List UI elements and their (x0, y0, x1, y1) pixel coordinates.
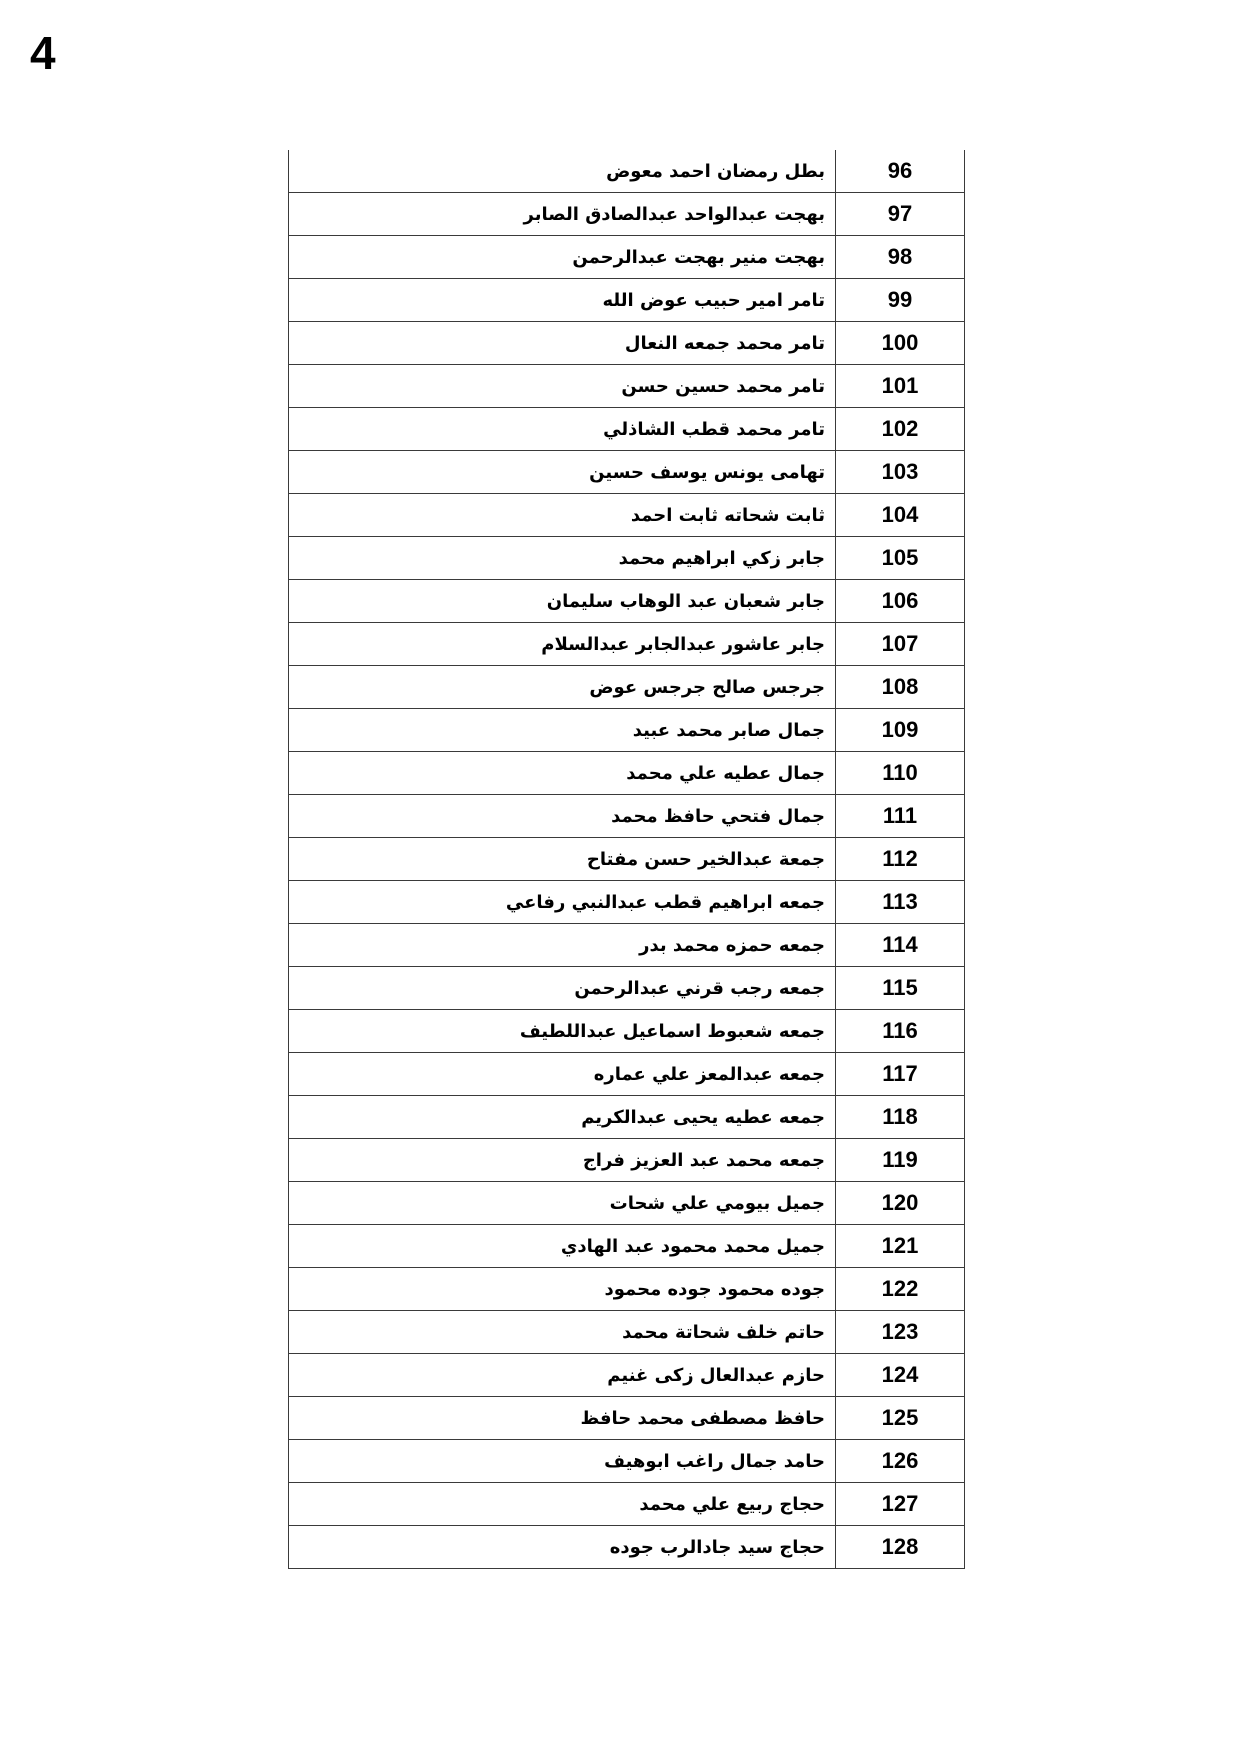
name-cell: جابر زكي ابراهيم محمد (289, 537, 836, 580)
table-row (289, 193, 965, 236)
table-row (289, 752, 965, 795)
table-row (289, 1526, 965, 1569)
number-cell: 127 (836, 1483, 965, 1526)
table-row (289, 236, 965, 279)
table-row (289, 881, 965, 924)
table-row (289, 666, 965, 709)
number-cell: 118 (836, 1096, 965, 1139)
number-cell: 124 (836, 1354, 965, 1397)
table-row (289, 494, 965, 537)
name-cell: تهامى يونس يوسف حسين (289, 451, 836, 494)
name-cell: جمال فتحي حافظ محمد (289, 795, 836, 838)
number-cell: 105 (836, 537, 965, 580)
number-cell: 111 (836, 795, 965, 838)
number-cell: 100 (836, 322, 965, 365)
name-cell: بهجت منير بهجت عبدالرحمن (289, 236, 836, 279)
number-cell: 122 (836, 1268, 965, 1311)
number-cell: 114 (836, 924, 965, 967)
name-cell: تامر امير حبيب عوض الله (289, 279, 836, 322)
name-cell: جوده محمود جوده محمود (289, 1268, 836, 1311)
name-cell: جمعه شعبوط اسماعيل عبداللطيف (289, 1010, 836, 1053)
table-row (289, 623, 965, 666)
number-cell: 116 (836, 1010, 965, 1053)
name-cell: جمال عطيه علي محمد (289, 752, 836, 795)
name-cell: جمعه حمزه محمد بدر (289, 924, 836, 967)
table-row (289, 1397, 965, 1440)
number-cell: 113 (836, 881, 965, 924)
number-cell: 125 (836, 1397, 965, 1440)
number-cell: 98 (836, 236, 965, 279)
number-cell: 108 (836, 666, 965, 709)
number-cell: 107 (836, 623, 965, 666)
table-row (289, 1096, 965, 1139)
table-row (289, 365, 965, 408)
name-cell: جمعه عبدالمعز علي عماره (289, 1053, 836, 1096)
name-cell: حامد جمال راغب ابوهيف (289, 1440, 836, 1483)
name-cell: بطل رمضان احمد معوض (289, 150, 836, 193)
number-cell: 120 (836, 1182, 965, 1225)
name-cell: حجاج سيد جادالرب جوده (289, 1526, 836, 1569)
name-cell: جميل محمد محمود عبد الهادي (289, 1225, 836, 1268)
table-row (289, 279, 965, 322)
table-row (289, 1440, 965, 1483)
name-cell: ثابت شحاته ثابت احمد (289, 494, 836, 537)
table-row (289, 580, 965, 623)
table-row (289, 838, 965, 881)
number-cell: 101 (836, 365, 965, 408)
name-cell: حجاج ربيع علي محمد (289, 1483, 836, 1526)
table-row (289, 924, 965, 967)
number-cell: 110 (836, 752, 965, 795)
page-number: 4 (30, 27, 56, 79)
table-row (289, 1483, 965, 1526)
number-cell: 104 (836, 494, 965, 537)
name-cell: جمعه ابراهيم قطب عبدالنبي رفاعي (289, 881, 836, 924)
table-row (289, 1053, 965, 1096)
table-row (289, 967, 965, 1010)
number-cell: 112 (836, 838, 965, 881)
number-cell: 126 (836, 1440, 965, 1483)
table-row (289, 1139, 965, 1182)
number-cell: 115 (836, 967, 965, 1010)
number-cell: 109 (836, 709, 965, 752)
table-row (289, 795, 965, 838)
names-table (288, 150, 965, 1569)
table-row (289, 150, 965, 193)
name-cell: جابر عاشور عبدالجابر عبدالسلام (289, 623, 836, 666)
table-row (289, 1311, 965, 1354)
name-cell: جمعة عبدالخير حسن مفتاح (289, 838, 836, 881)
table-row (289, 709, 965, 752)
name-cell: جرجس صالح جرجس عوض (289, 666, 836, 709)
number-cell: 97 (836, 193, 965, 236)
number-cell: 103 (836, 451, 965, 494)
table-row (289, 1010, 965, 1053)
name-cell: تامر محمد جمعه النعال (289, 322, 836, 365)
name-cell: جمعه عطيه يحيى عبدالكريم (289, 1096, 836, 1139)
number-cell: 128 (836, 1526, 965, 1569)
name-cell: جمال صابر محمد عبيد (289, 709, 836, 752)
name-cell: جميل بيومي علي شحات (289, 1182, 836, 1225)
table-row (289, 408, 965, 451)
table-row (289, 1354, 965, 1397)
name-cell: تامر محمد قطب الشاذلي (289, 408, 836, 451)
table-row (289, 1182, 965, 1225)
names-table-body (289, 150, 965, 1569)
number-cell: 96 (836, 150, 965, 193)
number-cell: 121 (836, 1225, 965, 1268)
name-cell: جابر شعبان عبد الوهاب سليمان (289, 580, 836, 623)
number-cell: 99 (836, 279, 965, 322)
name-cell: حافظ مصطفى محمد حافظ (289, 1397, 836, 1440)
name-cell: حاتم خلف شحاتة محمد (289, 1311, 836, 1354)
name-cell: حازم عبدالعال زكى غنيم (289, 1354, 836, 1397)
number-cell: 119 (836, 1139, 965, 1182)
table-row (289, 1268, 965, 1311)
name-cell: جمعه محمد عبد العزيز فراج (289, 1139, 836, 1182)
table-row (289, 537, 965, 580)
name-cell: جمعه رجب قرني عبدالرحمن (289, 967, 836, 1010)
number-cell: 102 (836, 408, 965, 451)
name-cell: بهجت عبدالواحد عبدالصادق الصابر (289, 193, 836, 236)
table-row (289, 322, 965, 365)
number-cell: 106 (836, 580, 965, 623)
table-row (289, 1225, 965, 1268)
number-cell: 117 (836, 1053, 965, 1096)
table-row (289, 451, 965, 494)
number-cell: 123 (836, 1311, 965, 1354)
name-cell: تامر محمد حسين حسن (289, 365, 836, 408)
